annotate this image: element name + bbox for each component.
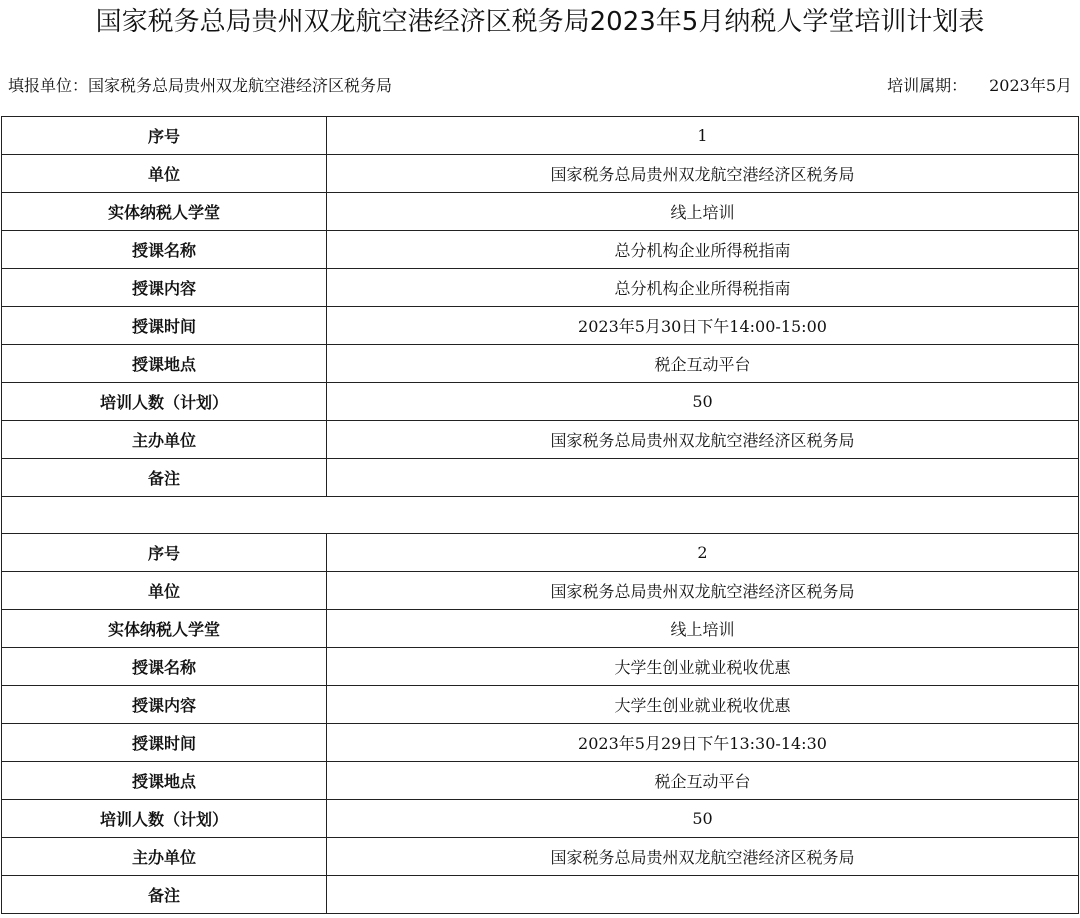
training-period-value: 2023年5月	[989, 76, 1072, 95]
table-row	[2, 155, 1079, 193]
row-value-host-unit: 国家税务总局贵州双龙航空港经济区税务局	[327, 838, 1079, 876]
table-row	[2, 838, 1079, 876]
table-row	[2, 876, 1079, 914]
table-row	[2, 762, 1079, 800]
training-plan-table	[1, 116, 1079, 914]
document-title: 国家税务总局贵州双龙航空港经济区税务局2023年5月纳税人学堂培训计划表	[95, 7, 985, 37]
row-value-course-content: 总分机构企业所得税指南	[327, 269, 1079, 307]
row-value-course-content: 大学生创业就业税收优惠	[327, 686, 1079, 724]
row-value-unit: 国家税务总局贵州双龙航空港经济区税务局	[327, 572, 1079, 610]
row-label-unit: 单位	[2, 572, 327, 610]
row-value-course-name: 总分机构企业所得税指南	[327, 231, 1079, 269]
table-row	[2, 724, 1079, 762]
row-label-course-content: 授课内容	[2, 269, 327, 307]
table-row	[2, 534, 1079, 572]
row-value-classroom: 线上培训	[327, 610, 1079, 648]
table-row	[2, 193, 1079, 231]
table-row	[2, 383, 1079, 421]
table-row	[2, 117, 1079, 155]
training-period-label: 培训属期：	[887, 76, 968, 95]
row-value-course-name: 大学生创业就业税收优惠	[327, 648, 1079, 686]
table-row	[2, 572, 1079, 610]
table-row	[2, 459, 1079, 497]
row-label-host-unit: 主办单位	[2, 838, 327, 876]
row-value-serial: 1	[327, 117, 1079, 155]
row-value-course-location: 税企互动平台	[327, 345, 1079, 383]
reporting-unit-label: 填报单位：	[8, 76, 89, 95]
reporting-unit-value: 国家税务总局贵州双龙航空港经济区税务局	[88, 76, 393, 95]
table-row	[2, 307, 1079, 345]
row-label-course-time: 授课时间	[2, 724, 327, 762]
row-label-unit: 单位	[2, 155, 327, 193]
table-row	[2, 345, 1079, 383]
row-label-remarks: 备注	[2, 876, 327, 914]
reporting-unit	[8, 74, 392, 98]
row-value-course-location: 税企互动平台	[327, 762, 1079, 800]
row-label-course-time: 授课时间	[2, 307, 327, 345]
session-separator-cell	[2, 497, 1079, 534]
table-row	[2, 648, 1079, 686]
session-separator-row	[2, 497, 1079, 534]
row-label-planned-attendees: 培训人数（计划）	[2, 800, 327, 838]
row-label-classroom: 实体纳税人学堂	[2, 193, 327, 231]
row-label-course-location: 授课地点	[2, 762, 327, 800]
row-value-unit: 国家税务总局贵州双龙航空港经济区税务局	[327, 155, 1079, 193]
row-label-host-unit: 主办单位	[2, 421, 327, 459]
row-value-remarks	[327, 876, 1079, 914]
row-label-course-content: 授课内容	[2, 686, 327, 724]
row-label-course-name: 授课名称	[2, 648, 327, 686]
row-value-host-unit: 国家税务总局贵州双龙航空港经济区税务局	[327, 421, 1079, 459]
table-row	[2, 231, 1079, 269]
row-value-course-time: 2023年5月29日下午13:30-14:30	[327, 724, 1079, 762]
table-row	[2, 269, 1079, 307]
row-label-course-name: 授课名称	[2, 231, 327, 269]
training-period	[887, 74, 1072, 98]
table-row	[2, 800, 1079, 838]
row-label-serial: 序号	[2, 117, 327, 155]
row-value-serial: 2	[327, 534, 1079, 572]
row-value-remarks	[327, 459, 1079, 497]
row-value-planned-attendees: 50	[327, 800, 1079, 838]
row-label-remarks: 备注	[2, 459, 327, 497]
row-value-course-time: 2023年5月30日下午14:00-15:00	[327, 307, 1079, 345]
row-label-classroom: 实体纳税人学堂	[2, 610, 327, 648]
row-label-course-location: 授课地点	[2, 345, 327, 383]
table-row	[2, 421, 1079, 459]
row-label-planned-attendees: 培训人数（计划）	[2, 383, 327, 421]
row-value-classroom: 线上培训	[327, 193, 1079, 231]
row-label-serial: 序号	[2, 534, 327, 572]
table-row	[2, 610, 1079, 648]
row-value-planned-attendees: 50	[327, 383, 1079, 421]
table-row	[2, 686, 1079, 724]
